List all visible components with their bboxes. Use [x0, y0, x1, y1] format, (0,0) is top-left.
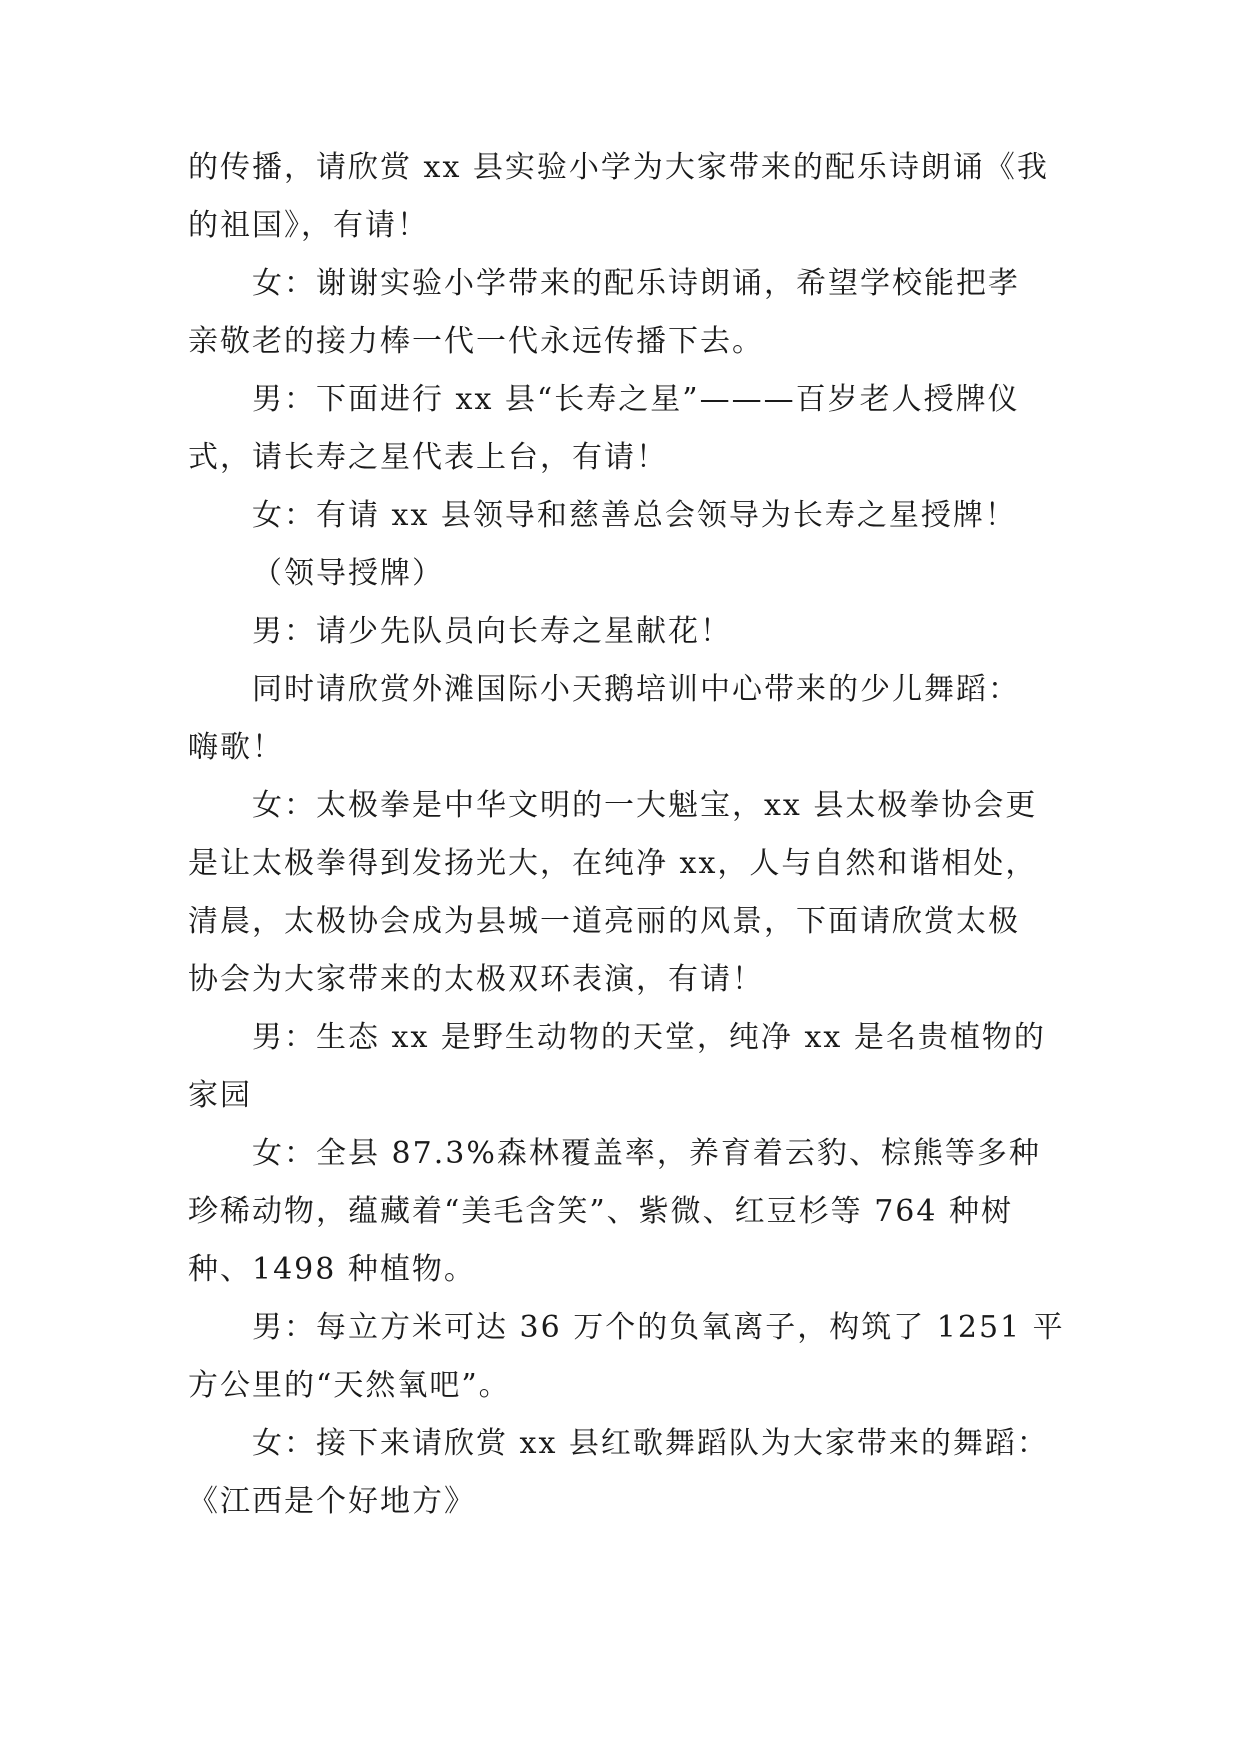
text-line: 女：太极拳是中华文明的一大魁宝，xx 县太极拳协会更 — [252, 788, 1038, 823]
text-line: 亲敬老的接力棒一代一代永远传播下去。 — [188, 324, 764, 359]
text-line: 是让太极拳得到发扬光大，在纯净 xx，人与自然和谐相处， — [188, 846, 1038, 881]
text-line: 家园 — [188, 1078, 252, 1113]
text-line: 珍稀动物，蕴藏着“美毛含笑”、紫微、红豆杉等 764 种树 — [188, 1194, 1014, 1229]
text-line: 方公里的“天然氧吧”。 — [188, 1368, 511, 1403]
text-line: 种、1498 种植物。 — [188, 1252, 476, 1287]
text-line: 女：接下来请欣赏 xx 县红歌舞蹈队为大家带来的舞蹈： — [252, 1426, 1049, 1461]
text-line: 女：全县 87.3%森林覆盖率，养育着云豹、棕熊等多种 — [252, 1136, 1041, 1171]
text-line: 男：每立方米可达 36 万个的负氧离子，构筑了 1251 平 — [252, 1310, 1065, 1345]
text-line: 的祖国》，有请！ — [188, 208, 429, 243]
text-line: 式，请长寿之星代表上台，有请！ — [188, 440, 668, 475]
text-line: 的传播，请欣赏 xx 县实验小学为大家带来的配乐诗朗诵《我 — [188, 150, 1049, 185]
text-line: 男：请少先队员向长寿之星献花！ — [252, 614, 732, 649]
text-line: 男：生态 xx 是野生动物的天堂，纯净 xx 是名贵植物的 — [252, 1020, 1046, 1055]
text-line: 男：下面进行 xx 县“长寿之星”———百岁老人授牌仪 — [252, 382, 1020, 417]
text-line: 女：有请 xx 县领导和慈善总会领导为长寿之星授牌！ — [252, 498, 1017, 533]
text-line: 《江西是个好地方》 — [188, 1484, 476, 1519]
text-line: 女：谢谢实验小学带来的配乐诗朗诵，希望学校能把孝 — [252, 266, 1020, 301]
text-line: （领导授牌） — [252, 556, 444, 591]
text-line: 协会为大家带来的太极双环表演，有请！ — [188, 962, 764, 997]
text-line: 清晨，太极协会成为县城一道亮丽的风景，下面请欣赏太极 — [188, 904, 1020, 939]
text-line: 同时请欣赏外滩国际小天鹅培训中心带来的少儿舞蹈： — [252, 672, 1020, 707]
text-line: 嗨歌！ — [188, 730, 284, 765]
